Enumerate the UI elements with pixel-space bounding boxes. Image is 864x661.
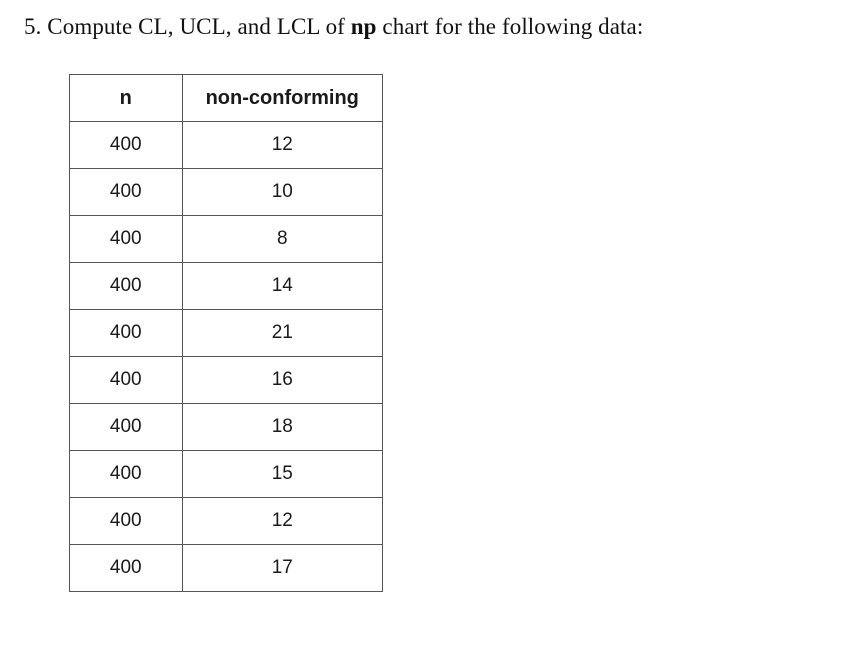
table-row [70, 169, 383, 216]
table-row [70, 310, 383, 357]
cell-n: 400 [70, 216, 183, 263]
table-row [70, 357, 383, 404]
table-row [70, 122, 383, 169]
cell-non-conforming: 14 [182, 263, 382, 310]
cell-non-conforming: 17 [182, 545, 382, 592]
cell-n: 400 [70, 310, 183, 357]
cell-n: 400 [70, 451, 183, 498]
header-non-conforming: non-conforming [182, 75, 382, 122]
cell-non-conforming: 12 [182, 122, 382, 169]
cell-n: 400 [70, 498, 183, 545]
question-bold-term: np [350, 14, 377, 39]
cell-non-conforming: 16 [182, 357, 382, 404]
data-table [69, 74, 383, 592]
cell-n: 400 [70, 122, 183, 169]
cell-non-conforming: 8 [182, 216, 382, 263]
cell-non-conforming: 21 [182, 310, 382, 357]
question-suffix: chart for the following data: [376, 14, 644, 39]
table-row [70, 451, 383, 498]
cell-non-conforming: 18 [182, 404, 382, 451]
table-row [70, 404, 383, 451]
header-n: n [70, 75, 183, 122]
table-row [70, 263, 383, 310]
table-header-row [70, 75, 383, 122]
cell-n: 400 [70, 263, 183, 310]
cell-non-conforming: 12 [182, 498, 382, 545]
cell-non-conforming: 15 [182, 451, 382, 498]
cell-n: 400 [70, 357, 183, 404]
table-row [70, 216, 383, 263]
cell-n: 400 [70, 545, 183, 592]
cell-non-conforming: 10 [182, 169, 382, 216]
question-text [24, 14, 643, 40]
question-prefix: 5. Compute CL, UCL, and LCL of [24, 14, 351, 39]
table-row [70, 545, 383, 592]
table-row [70, 498, 383, 545]
cell-n: 400 [70, 169, 183, 216]
cell-n: 400 [70, 404, 183, 451]
